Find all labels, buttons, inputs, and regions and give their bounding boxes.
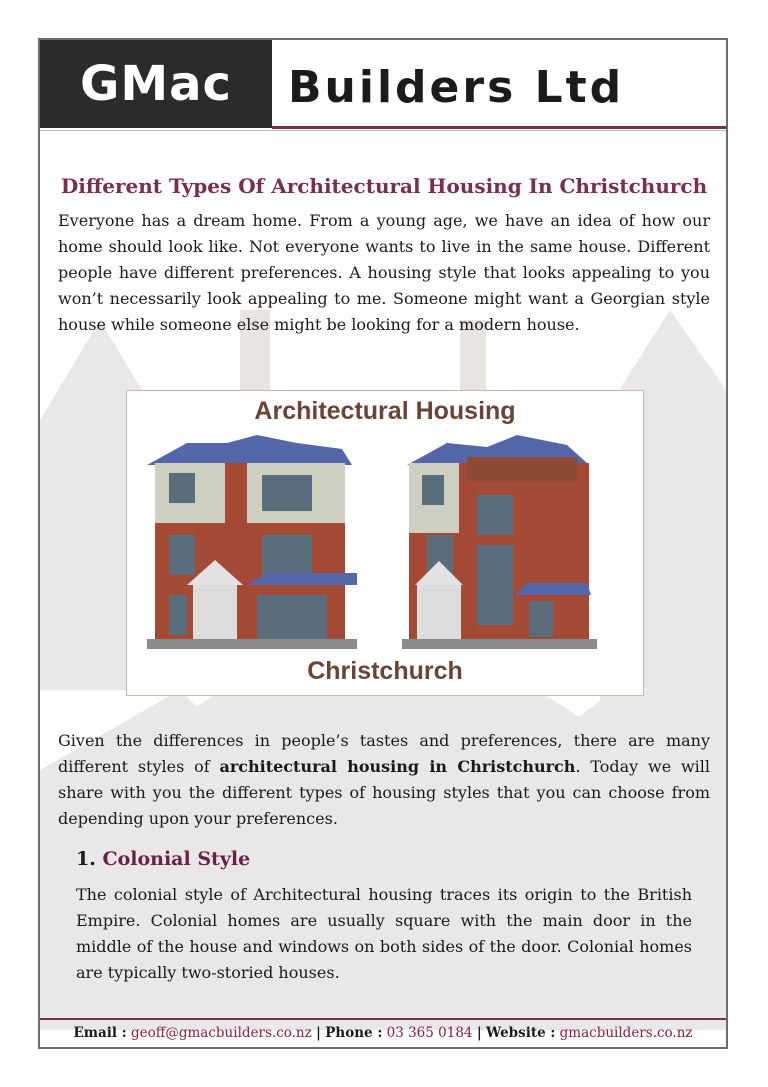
website-link[interactable]: gmacbuilders.co.nz	[559, 1025, 693, 1041]
phone-label: Phone :	[325, 1025, 383, 1041]
footer-separator: |	[476, 1025, 482, 1041]
article-body	[58, 722, 710, 986]
paragraph-2-text-a: Given the differences in people’s tastes and preferences, there are many different styles of	[58, 731, 710, 776]
phone-number[interactable]: 03 365 0184	[386, 1025, 473, 1041]
logo-builders-ltd: Builders Ltd	[288, 62, 625, 113]
intro-paragraph: Everyone has a dream home. From a young age, we have an idea of how our home should look like. Not everyone wants to live in the same house. Different people have different preferences. A housing style that looks appealing to you won’t necessarily look appealing to me. Someone might want a Georgian style house while someone else might be looking for a modern house.	[58, 211, 710, 334]
letterhead	[40, 40, 726, 132]
logo-gmac: GMac	[79, 56, 232, 112]
section-1-title: Colonial Style	[102, 848, 251, 870]
section-1-number: 1.	[76, 848, 96, 870]
page-frame	[38, 38, 728, 1049]
footer-separator: |	[316, 1025, 321, 1041]
figure-caption: Christchurch	[307, 657, 463, 685]
architectural-housing-figure	[126, 390, 644, 696]
houses-illustration	[147, 435, 625, 655]
email-link[interactable]: geoff@gmacbuilders.co.nz	[131, 1025, 312, 1041]
article-top	[58, 170, 710, 338]
article-title: Different Types Of Architectural Housing In Christchurch	[60, 174, 708, 198]
header-rule-thin	[40, 130, 726, 131]
paragraph-2-bold: architectural housing in Christchurch	[219, 757, 576, 776]
figure-title: Architectural Housing	[254, 397, 516, 425]
footer-rule	[40, 1018, 726, 1020]
website-label: Website :	[486, 1025, 556, 1041]
email-label: Email :	[73, 1025, 127, 1041]
section-1-body: The colonial style of Architectural housing traces its origin to the British Empire. Colonial homes are usually square with the main door in the middle of the house and windows on both sides of the door. Colonial homes are typically two-storied houses.	[76, 885, 692, 982]
section-1-heading	[76, 844, 710, 874]
paragraph-2-text-b: . Today we will share with you the different types of housing styles that you can choose from depending upon your preferences.	[58, 757, 711, 828]
left-house	[147, 435, 357, 649]
paragraph-2	[58, 728, 710, 832]
contact-footer	[40, 1022, 726, 1044]
header-rule	[272, 126, 726, 129]
right-house	[402, 435, 597, 649]
